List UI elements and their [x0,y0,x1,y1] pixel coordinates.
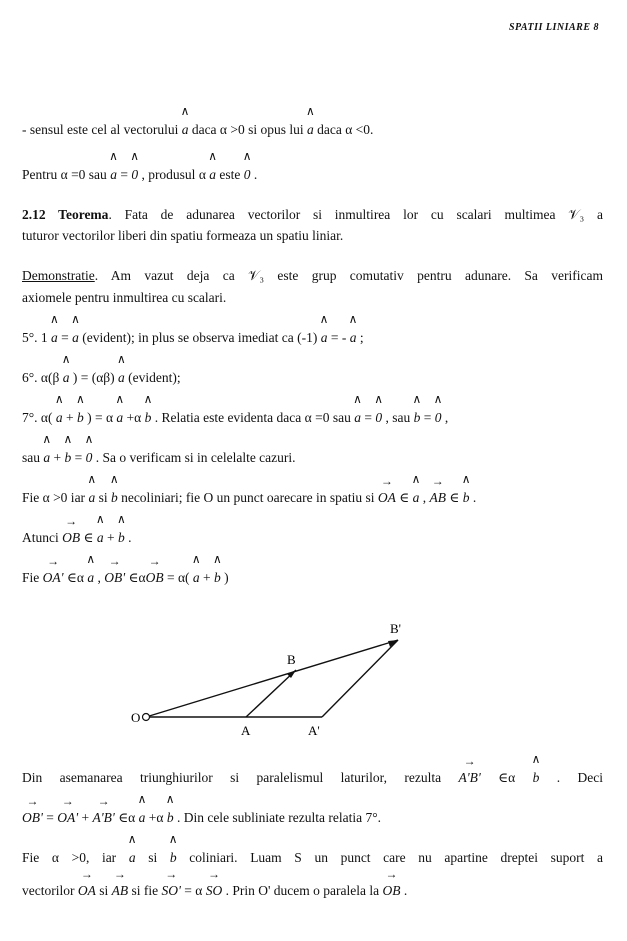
axiom-7: 7°. α( ∧ a + ∧ b ) = α ∧ a +α ∧ b . Relatia este evidenta daca α =0 sau ∧ a = ∧ 0 , sau ∧ b = ∧ 0 , [22,410,603,426]
text-line: → OB' = → OA' + → A'B' ∈α ∧ a +α ∧ b . Din cele subliniate rezulta relatia 7°. [22,810,603,826]
proof-line: axiomele pentru inmultirea cu scalari. [22,290,227,305]
label-A: A [241,723,251,738]
text-line: vectorilor → OA si → AB si fie → SO' = α → SO . Prin O' ducem o paralela la → OB . [22,883,603,899]
theorem-line: 2.12 Teorema. Fata de adunarea vectorilor si inmultirea lor cu scalari multimea 𝒱₃ a [22,207,604,222]
geometry-figure [0,610,627,750]
running-header: SPATII LINIARE 8 [508,22,599,33]
point-O [143,714,150,721]
label-Bp: B' [390,621,402,636]
axiom-5: 5°. 1 ∧ a = ∧ a (evident); in plus se observa imediat ca (-1) ∧ a = - ∧ a ; [22,330,603,346]
label-O: O [131,710,141,725]
text-line: Din asemanarea triunghiurilor si paralelismul laturilor, rezulta → A'B' ∈α ∧ b . Deci [22,770,603,786]
label-B: B [287,652,296,667]
theorem-line: tuturor vectorilor liberi din spatiu formeaza un spatiu liniar. [22,228,344,243]
text-line: Fie → OA' ∈α ∧ a , → OB' ∈α→ OB = α( ∧ a + ∧ b ) [22,570,603,586]
segment-AB [246,670,296,717]
label-Ap: A' [308,723,320,738]
text-line: Fie α >0, iar ∧ a si ∧ b coliniari. Luam S un punct care nu apartine dreptei suport a [22,850,603,866]
proof-line: Demonstratie. Am vazut deja ca 𝒱₃ este grup comutativ pentru adunare. Sa verificam [22,268,603,283]
text-line: sau ∧ a + ∧ b = ∧ 0 . Sa o verificam si in celelalte cazuri. [22,450,603,466]
axiom-6: 6°. α(β ∧ a ) = (αβ) ∧ a (evident); [22,370,603,386]
text-line: Fie α >0 iar ∧ a si ∧ b necoliniari; fie O un punct oarecare in spatiu si → OA ∈ ∧ a , → AB ∈ ∧ b . [22,490,603,506]
text-line: - sensul este cel al vectorului ∧ a daca α >0 si opus lui ∧ a daca α <0. [22,122,603,138]
text-line: Pentru α =0 sau ∧ a = ∧ 0 , produsul α ∧ a este ∧ 0 . [22,167,603,183]
text-line: Atunci → OB ∈ ∧ a + ∧ b . [22,530,603,546]
